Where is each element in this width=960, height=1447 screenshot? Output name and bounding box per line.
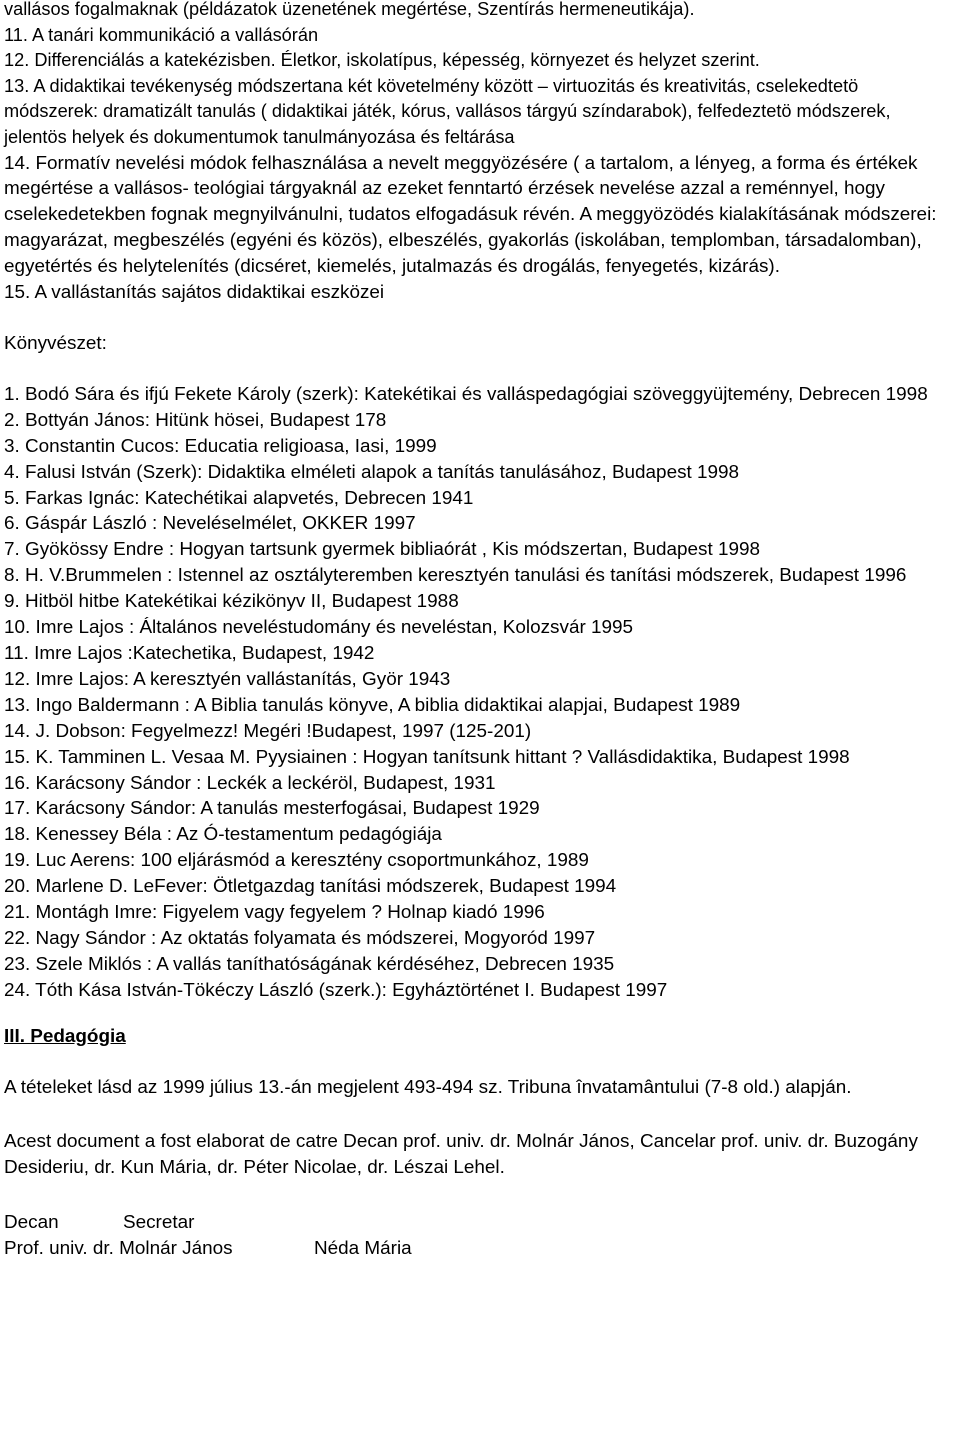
bibliography-item: 1. Bodó Sára és ifjú Fekete Károly (szerk): Katekétikai és valláspedagógiai szöveggyüjtemény, Debrecen 1998 [4, 383, 928, 405]
name-secretar: Néda Mária [314, 1238, 412, 1260]
bibliography-item: 6. Gáspár László : Neveléselmélet, OKKER 1997 [4, 513, 416, 535]
bibliography-item: 23. Szele Miklós : A vallás taníthatóságának kérdéséhez, Debrecen 1935 [4, 953, 615, 975]
bibliography-item: 9. Hitböl hitbe Katekétikai kézikönyv II, Budapest 1988 [4, 591, 459, 613]
paragraph-13: 13. A didaktikai tevékenység módszertana két követelmény között – virtuozitás és kreativitás, cselekedtetö módszerek: dramatizált tanulás ( didaktikai játék, kórus, vallásos tárgyú színdarabok), felfedeztetö módszerek, jelentös helyek és dokumentumok tanulmányozása és feltárása [4, 75, 891, 147]
paragraph-15: 15. A vallástanítás sajátos didaktikai eszközei [4, 282, 385, 304]
bibliography-item: 19. Luc Aerens: 100 eljárásmód a keresztény csoportmunkához, 1989 [4, 850, 589, 872]
bibliography-item: 8. H. V.Brummelen : Istennel az osztályteremben keresztyén tanulási és tanítási módszerek, Budapest 1996 [4, 565, 907, 587]
top-paragraphs [4, 0, 956, 151]
label-decan: Decan [4, 1212, 59, 1234]
section-title: III. Pedagógia [4, 1025, 126, 1047]
bibliography-item: 12. Imre Lajos: A keresztyén vallástanítás, Györ 1943 [4, 668, 451, 690]
bibliography-item: 13. Ingo Baldermann : A Biblia tanulás könyve, A biblia didaktikai alapjai, Budapest 1989 [4, 694, 741, 716]
acest-document-paragraph: Acest document a fost elaborat de catre Decan prof. univ. dr. Molnár János, Cancelar prof. univ. dr. Buzogány Desideriu, dr. Kun Mária, dr. Péter Nicolae, dr. Lészai Lehel. [4, 1131, 918, 1179]
bibliography-item: 3. Constantin Cucos: Educatia religioasa, Iasi, 1999 [4, 435, 437, 457]
bibliography-item: 2. Bottyán János: Hitünk hösei, Budapest 178 [4, 409, 387, 431]
paragraph-14: 14. Formatív nevelési módok felhasználása a nevelt meggyözésére ( a tartalom, a lényeg, a forma és értékek megértése a vallásos- teológiai tárgyaknál az ezeket fenntartó érzések nevelése azzal a reménnyel, hogy cselekedetekben fognak megnyilvánulni, tudatos elfogadásuk révén. A meggyözödés kialakításának módszerei: magyarázat, megbeszélés (egyéni és közös), elbeszélés, gyakorlás (iskolában, templomban, társadalomban), egyetértés és helytelenítés (dicséret, kiemelés, jutalmazás és drogálás, fenyegetés, kizárás). [4, 152, 937, 278]
paragraph-12: 12. Differenciálás a katekézisben. Életkor, iskolatípus, képesség, környezet és helyzet szerint. [4, 50, 760, 71]
name-decan: Prof. univ. dr. Molnár János [4, 1238, 233, 1260]
bibliography-item: 14. J. Dobson: Fegyelmezz! Megéri !Budapest, 1997 (125-201) [4, 720, 532, 742]
bibliography-item: 16. Karácsony Sándor : Leckék a leckéröl, Budapest, 1931 [4, 772, 496, 794]
bibliography-item: 22. Nagy Sándor : Az oktatás folyamata és módszerei, Mogyoród 1997 [4, 927, 596, 949]
bibliography-item: 15. K. Tamminen L. Vesaa M. Pyysiainen : Hogyan tanítsunk hittant ? Vallásdidaktika, Budapest 1998 [4, 746, 850, 768]
bibliography-item: 5. Farkas Ignác: Katechétikai alapvetés, Debrecen 1941 [4, 487, 474, 509]
bibliography-item: 10. Imre Lajos : Általános neveléstudomány és neveléstan, Kolozsvár 1995 [4, 617, 634, 639]
bibliography-item: 20. Marlene D. LeFever: Ötletgazdag tanítási módszerek, Budapest 1994 [4, 876, 617, 898]
bibliography-item: 4. Falusi István (Szerk): Didaktika elméleti alapok a tanítás tanulásához, Budapest 1998 [4, 461, 740, 483]
bibliography-item: 17. Karácsony Sándor: A tanulás mesterfogásai, Budapest 1929 [4, 798, 540, 820]
bibliography-item: 7. Gyökössy Endre : Hogyan tartsunk gyermek bibliaórát , Kis módszertan, Budapest 1998 [4, 539, 761, 561]
paragraph-11: 11. A tanári kommunikáció a vallásórán [4, 24, 319, 45]
bibliography-title: Könyvészet: [4, 333, 107, 354]
bibliography-list [4, 382, 956, 1004]
signature-block [4, 1210, 956, 1262]
bibliography-item: 18. Kenessey Béla : Az Ó-testamentum pedagógiája [4, 824, 442, 846]
label-secretar: Secretar [123, 1212, 195, 1234]
bibliography-item: 11. Imre Lajos :Katechetika, Budapest, 1942 [4, 642, 375, 664]
tetelek-paragraph: A tételeket lásd az 1999 július 13.-án megjelent 493-494 sz. Tribuna învatamântului (7-8 old.) alapján. [4, 1076, 852, 1098]
bibliography-item: 24. Tóth Kása István-Tökéczy László (szerk.): Egyháztörténet I. Budapest 1997 [4, 979, 668, 1001]
bibliography-item: 21. Montágh Imre: Figyelem vagy fegyelem ? Holnap kiadó 1996 [4, 902, 545, 924]
paragraph-continuation: vallásos fogalmaknak (példázatok üzenetének megértése, Szentírás hermeneutikája). [4, 0, 695, 19]
